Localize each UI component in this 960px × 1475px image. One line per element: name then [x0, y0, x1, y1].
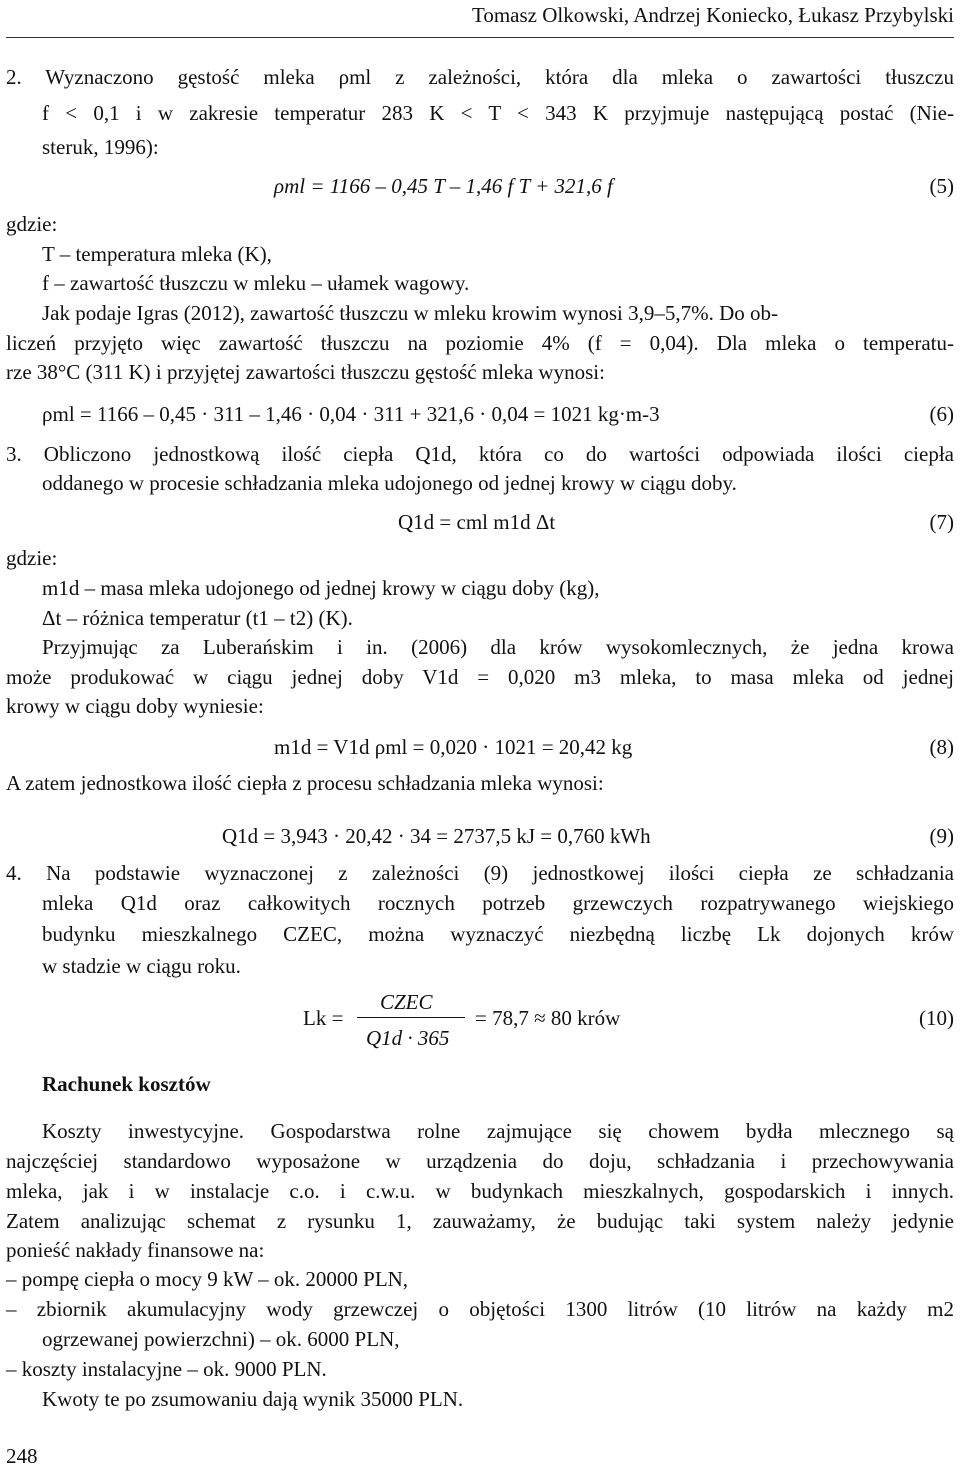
- equation-7: Q1d = cml m1d Δt: [398, 510, 556, 534]
- formula-10-denominator: Q1d · 365: [366, 1026, 450, 1050]
- text-line: T – temperatura mleka (K),: [42, 242, 272, 266]
- equation-number: (7): [929, 510, 954, 534]
- equation-8: m1d = V1d ρml = 0,020 · 1021 = 20,42 kg: [274, 735, 633, 759]
- text-line: oddanego w procesie schładzania mleka udojonego od jednej krowy w ciągu doby.: [42, 471, 737, 495]
- text-line: f – zawartość tłuszczu w mleku – ułamek wagowy.: [42, 271, 470, 295]
- text-line: Przyjmując za Luberańskim i in. (2006) dla krów wysokomlecznych, że jedna krowa: [42, 635, 954, 659]
- text-line: gdzie:: [6, 546, 58, 570]
- text-line: 3. Obliczono jednostkową ilość ciepła Q1d, która co do wartości odpowiada ilości ciepła: [6, 442, 954, 466]
- equation-number: (6): [929, 402, 954, 426]
- formula-10-rhs: = 78,7 ≈ 80 krów: [475, 1006, 621, 1030]
- equation-5: ρml = 1166 – 0,45 T – 1,46 f T + 321,6 f: [274, 174, 613, 198]
- text-line: budynku mieszkalnego CZEC, można wyznaczyć niezbędną liczbę Lk dojonych krów: [42, 922, 954, 946]
- header-rule: [6, 37, 954, 38]
- list-item: – pompę ciepła o mocy 9 kW – ok. 20000 PLN,: [6, 1267, 409, 1291]
- text-line: gdzie:: [6, 212, 58, 236]
- equation-number: (8): [929, 735, 954, 759]
- text-line: krowy w ciągu doby wyniesie:: [6, 694, 264, 718]
- equation-number: (9): [929, 824, 954, 848]
- equation-number: (10): [919, 1006, 954, 1030]
- text-line: mleka Q1d oraz całkowitych rocznych potrzeb grzewczych rozpatrywanego wiejskiego: [42, 891, 954, 915]
- text-line: 4. Na podstawie wyznaczonej z zależności (9) jednostkowej ilości ciepła ze schładzania: [6, 861, 954, 885]
- text-line: w stadzie w ciągu roku.: [42, 954, 241, 978]
- text-line: Kwoty te po zsumowaniu dają wynik 35000 PLN.: [42, 1387, 464, 1411]
- list-item-continuation: ogrzewanej powierzchni) – ok. 6000 PLN,: [42, 1327, 400, 1351]
- text-line: rze 38°C (311 K) i przyjętej zawartości tłuszczu gęstość mleka wynosi:: [6, 360, 605, 384]
- text-line: steruk, 1996):: [42, 135, 159, 159]
- text-line: Koszty inwestycyjne. Gospodarstwa rolne zajmujące się chowem bydła mlecznego są: [42, 1119, 954, 1143]
- list-item: – zbiornik akumulacyjny wody grzewczej o objętości 1300 litrów (10 litrów na każdy m2: [6, 1297, 954, 1321]
- text-line: ponieść nakłady finansowe na:: [6, 1238, 265, 1262]
- text-line: może produkować w ciągu jednej doby V1d = 0,020 m3 mleka, to masa mleka od jednej: [6, 665, 954, 689]
- text-line: Jak podaje Igras (2012), zawartość tłuszczu w mleku krowim wynosi 3,9–5,7%. Do ob-: [42, 301, 778, 325]
- text-line: 2. Wyznaczono gęstość mleka ρml z zależności, która dla mleka o zawartości tłuszczu: [6, 65, 954, 89]
- equation-9: Q1d = 3,943 · 20,42 · 34 = 2737,5 kJ = 0,760 kWh: [222, 824, 651, 848]
- text-line: liczeń przyjęto więc zawartość tłuszczu na poziomie 4% (f = 0,04). Dla mleka o temperatu-: [6, 331, 954, 355]
- running-header: Tomasz Olkowski, Andrzej Koniecko, Łukasz Przybylski: [471, 3, 954, 27]
- fraction-bar: [357, 1017, 465, 1018]
- section-heading: Rachunek kosztów: [42, 1072, 211, 1096]
- text-line: mleka, jak i w instalacje c.o. i c.w.u. w budynkach mieszkalnych, gospodarskich i innych.: [6, 1179, 954, 1203]
- equation-number: (5): [929, 174, 954, 198]
- equation-6: ρml = 1166 – 0,45 · 311 – 1,46 · 0,04 · 311 + 321,6 · 0,04 = 1021 kg·m-3: [42, 402, 660, 426]
- list-item: – koszty instalacyjne – ok. 9000 PLN.: [6, 1357, 327, 1381]
- text-line: f < 0,1 i w zakresie temperatur 283 K < T < 343 K przyjmuje następującą postać (Nie-: [42, 101, 954, 125]
- formula-10-numerator: CZEC: [380, 990, 433, 1014]
- text-line: Δt – różnica temperatur (t1 – t2) (K).: [42, 606, 353, 630]
- page-number: 248: [6, 1444, 38, 1468]
- formula-10-lhs: Lk =: [303, 1006, 344, 1030]
- text-line: m1d – masa mleka udojonego od jednej krowy w ciągu doby (kg),: [42, 576, 600, 600]
- text-line: najczęściej standardowo wyposażone w urządzenia do doju, schładzania i przechowywania: [6, 1149, 954, 1173]
- text-line: A zatem jednostkowa ilość ciepła z procesu schładzania mleka wynosi:: [6, 771, 604, 795]
- text-line: Zatem analizując schemat z rysunku 1, zauważamy, że budując taki system należy jedynie: [6, 1209, 954, 1233]
